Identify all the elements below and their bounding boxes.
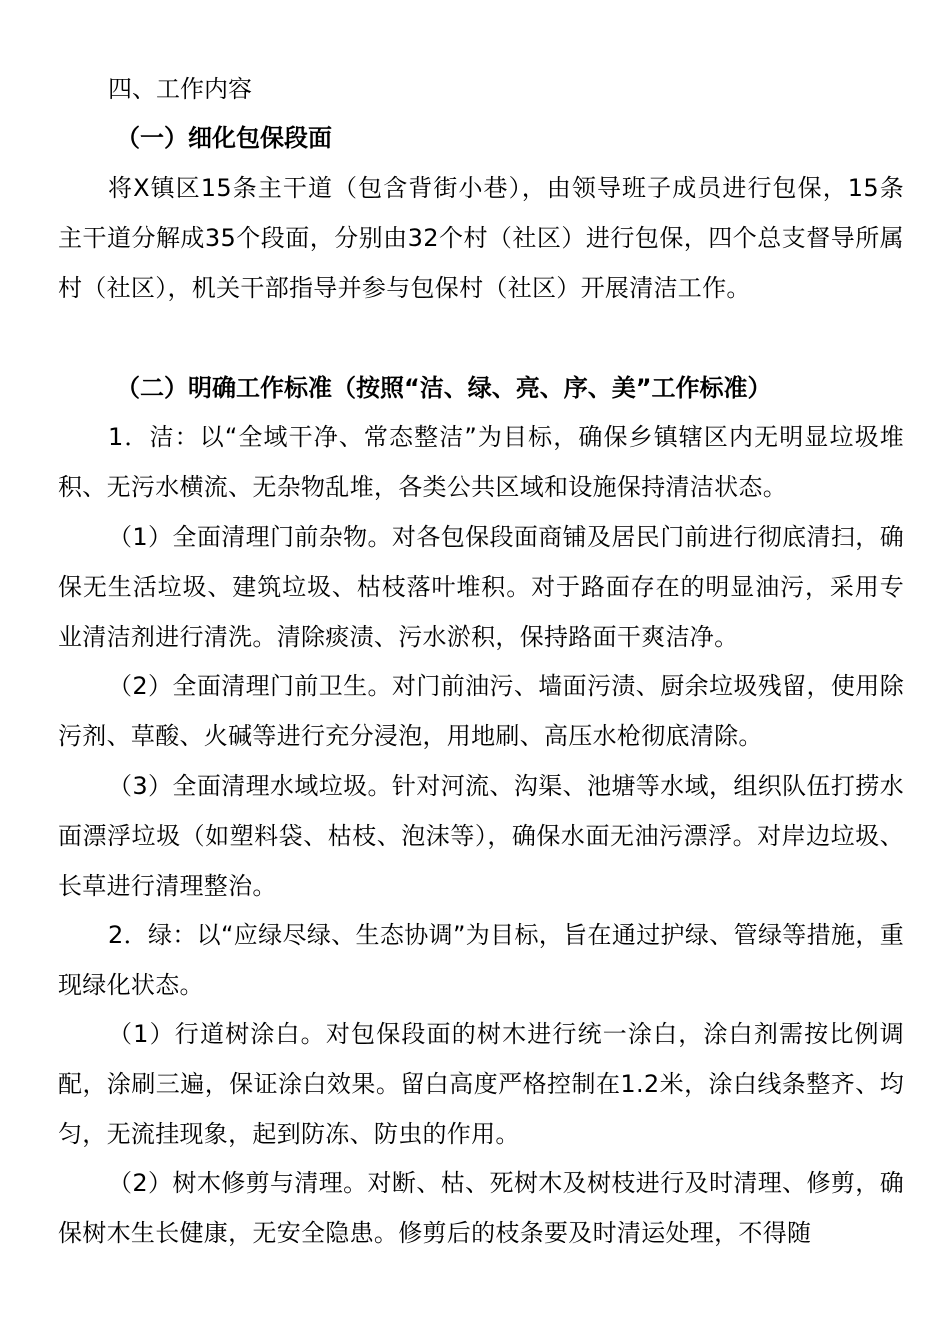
paragraph-sub1: 将X镇区15条主干道（包含背街小巷），由领导班子成员进行包保，15条主干道分解成35个段面，分别由32个村（社区）进行包保，四个总支督导所属村（社区），机关干部指导并参与包保村（社区）开展清洁工作。 <box>58 174 904 302</box>
section-heading: 四、工作内容 <box>108 75 252 103</box>
paragraph-item2-1: （1）行道树涂白。对包保段面的树木进行统一涂白，涂白剂需按比例调配，涂刷三遍，保证涂白效果。留白高度严格控制在1.2米，涂白线条整齐、均匀，无流挂现象，起到防冻、防虫的作用。 <box>58 1020 904 1148</box>
paragraph-item1-2: （2）全面清理门前卫生。对门前油污、墙面污渍、厨余垃圾残留，使用除污剂、草酸、火碱等进行充分浸泡，用地刷、高压水枪彻底清除。 <box>58 672 904 750</box>
paragraph-item1-3: （3）全面清理水域垃圾。针对河流、沟渠、池塘等水域，组织队伍打捞水面漂浮垃圾（如塑料袋、枯枝、泡沫等），确保水面无油污漂浮。对岸边垃圾、长草进行清理整治。 <box>58 772 904 900</box>
paragraph-item2: 2．绿：以“应绿尽绿、生态协调”为目标，旨在通过护绿、管绿等措施，重现绿化状态。 <box>58 921 904 999</box>
subsection-heading-1: （一）细化包保段面 <box>116 124 332 152</box>
subsection-heading-2: （二）明确工作标准（按照“洁、绿、亮、序、美”工作标准） <box>116 374 772 402</box>
paragraph-item1: 1．洁：以“全域干净、常态整洁”为目标，确保乡镇辖区内无明显垃圾堆积、无污水横流、无杂物乱堆，各类公共区域和设施保持清洁状态。 <box>58 423 904 501</box>
paragraph-item1-1: （1）全面清理门前杂物。对各包保段面商铺及居民门前进行彻底清扫，确保无生活垃圾、建筑垃圾、枯枝落叶堆积。对于路面存在的明显油污，采用专业清洁剂进行清洗。清除痰渍、污水淤积，保持路面干爽洁净。 <box>58 523 904 651</box>
paragraph-item2-2: （2）树木修剪与清理。对断、枯、死树木及树枝进行及时清理、修剪，确保树木生长健康，无安全隐患。修剪后的枝条要及时清运处理，不得随 <box>58 1169 904 1247</box>
